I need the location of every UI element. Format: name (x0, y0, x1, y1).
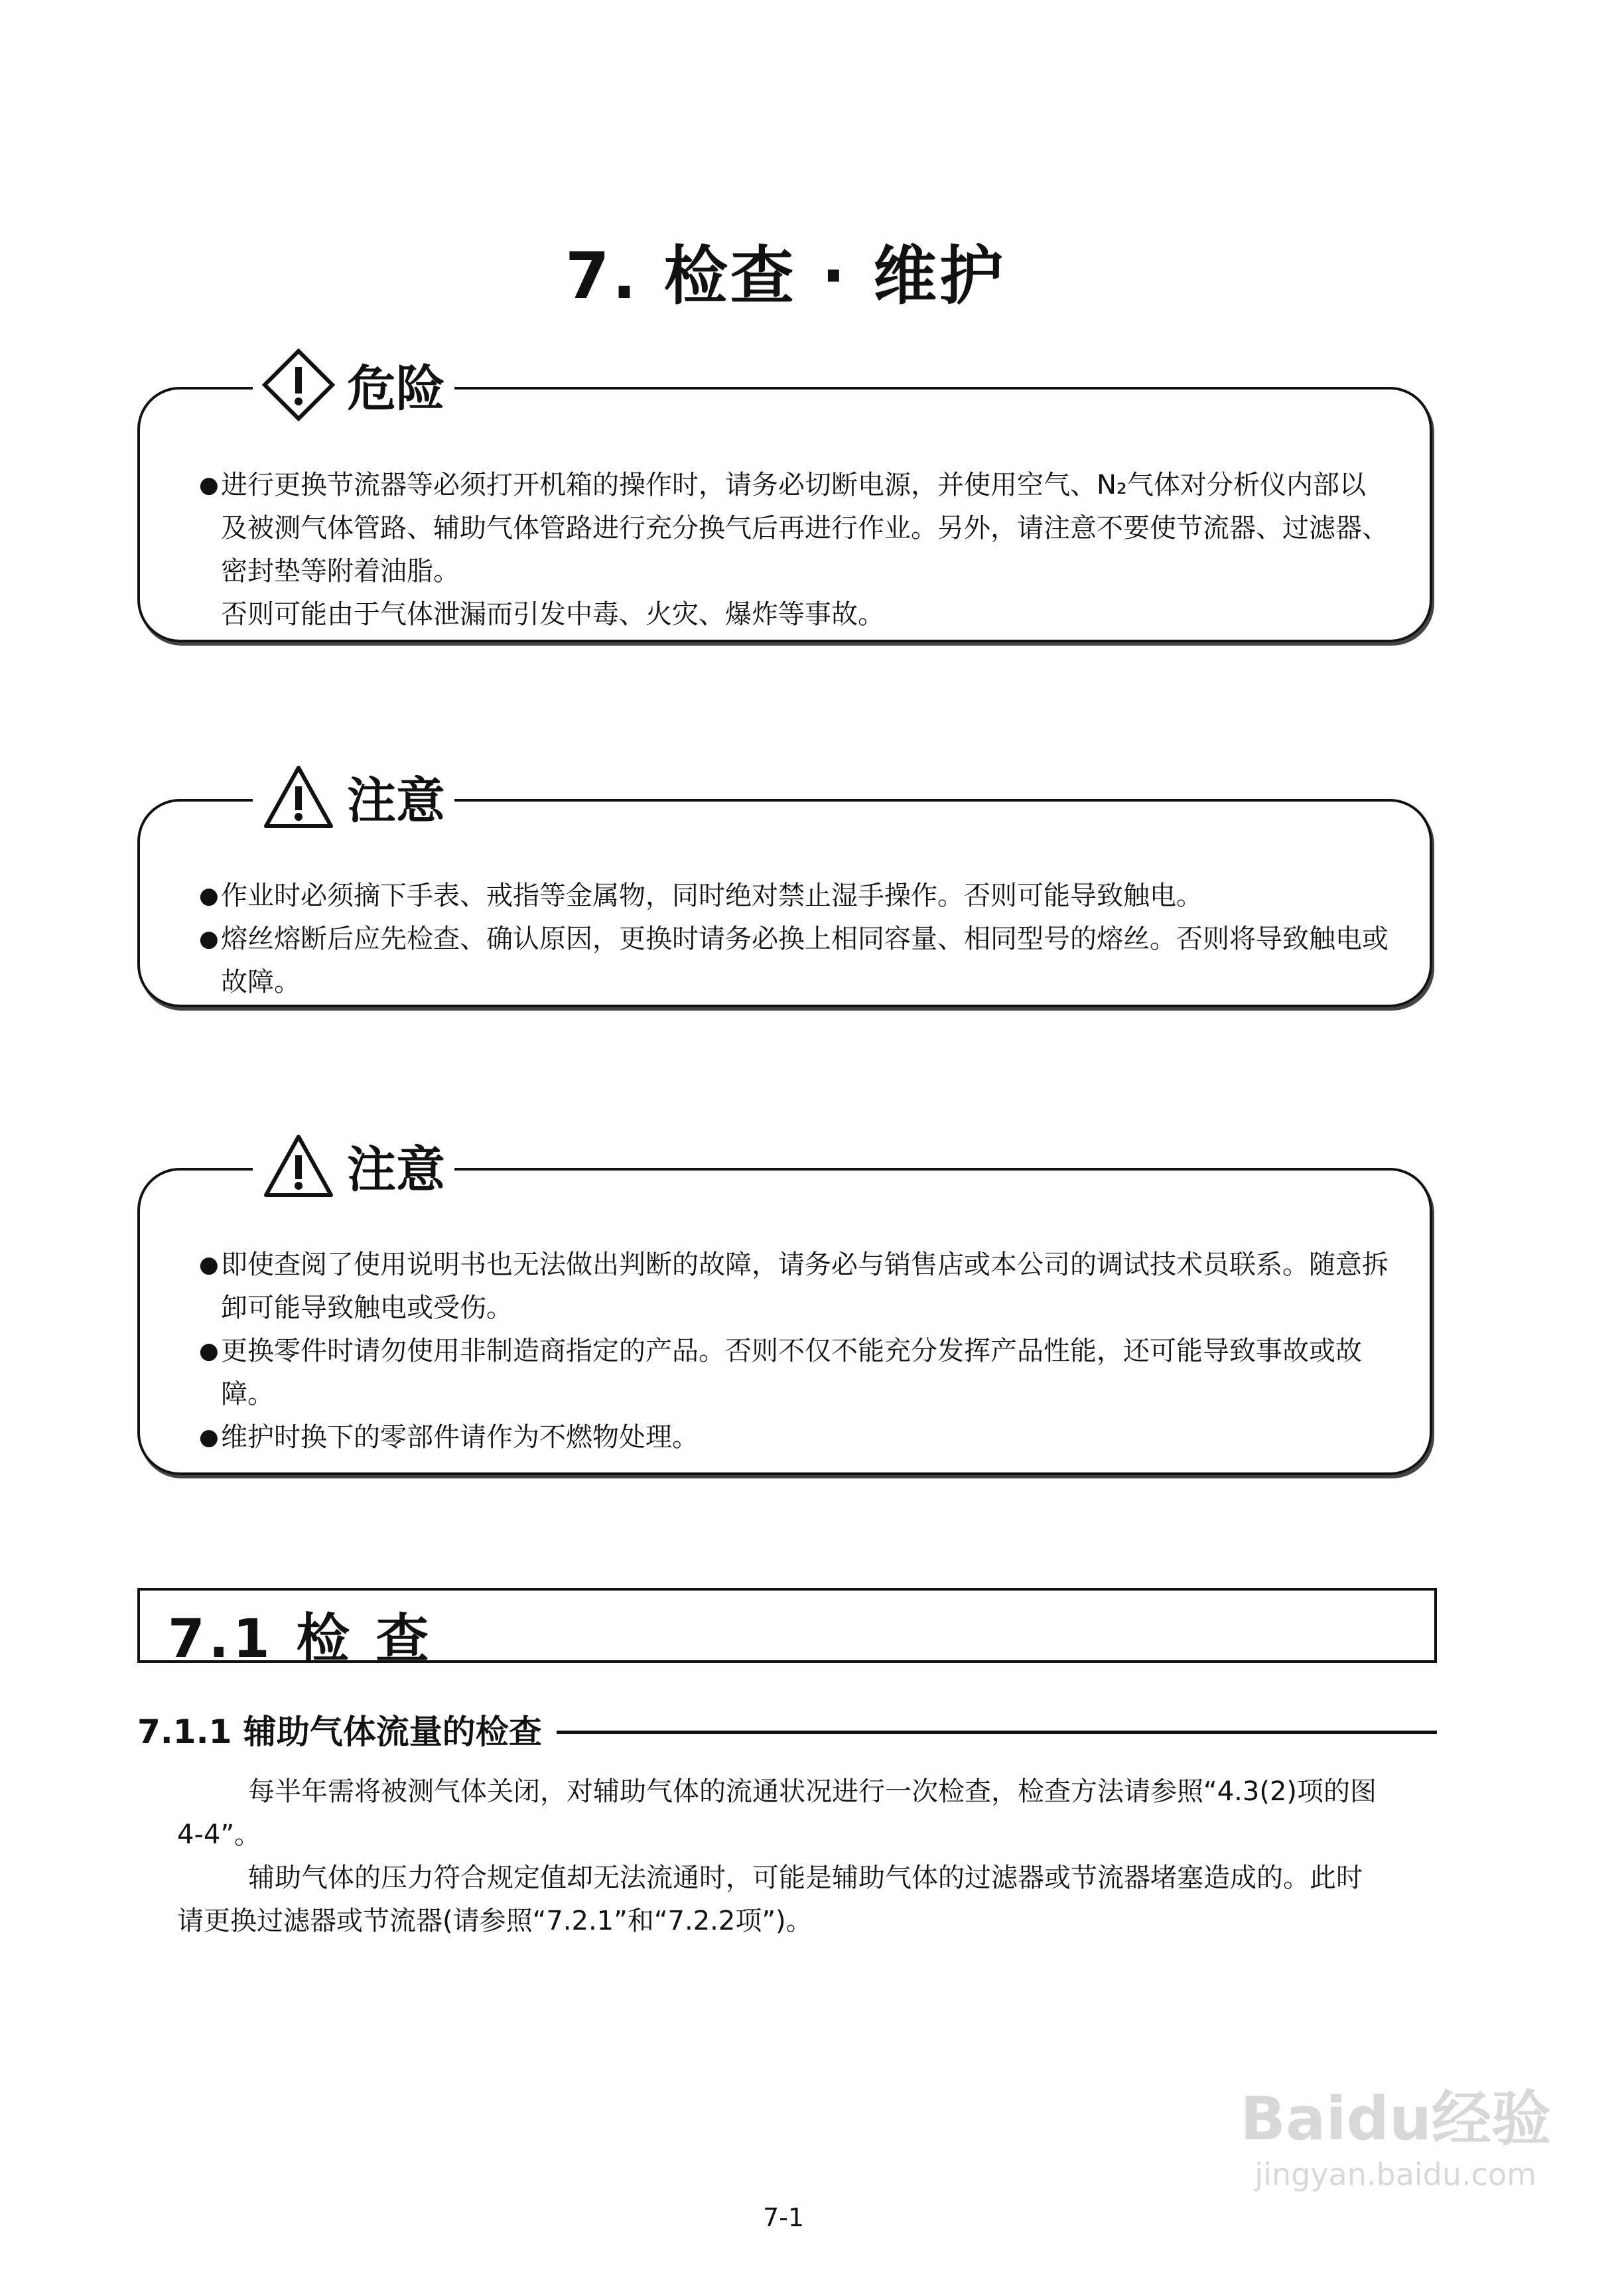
caution-item: ● 作业时必须摘下手表、戒指等金属物，同时绝对禁止湿手操作。否则可能导致触电。 (199, 875, 1390, 918)
caution-item: ● 维护时换下的零部件请作为不燃物处理。 (199, 1416, 1390, 1459)
section-heading: 7.1 检 查 (168, 1608, 433, 1670)
caution-item: ● 更换零件时请勿使用非制造商指定的产品。否则不仅不能充分发挥产品性能，还可能导致事故或故障。 (199, 1330, 1390, 1416)
watermark (1240, 2070, 1551, 2192)
caution-header (253, 760, 454, 833)
page-title: 7. 检查 · 维护 (565, 239, 1006, 313)
warning-triangle-icon (262, 764, 335, 830)
danger-item: 否则可能由于气体泄漏而引发中毒、火灾、爆炸等事故。 (221, 599, 884, 630)
heading-rule (557, 1731, 1437, 1734)
page-number: 7-1 (763, 2203, 805, 2232)
danger-box (137, 360, 1432, 642)
paragraph: 每半年需将被测气体关闭，对辅助气体的流通状况进行一次检查，检查方法请参照“4.3(2)项的图4-4”。 (177, 1776, 1377, 1850)
section-heading-box (137, 1588, 1437, 1670)
watermark-url: jingyan.baidu.com (1254, 2157, 1536, 2192)
danger-header (253, 348, 454, 421)
watermark-brand: Baidu经验 (1240, 2084, 1551, 2154)
danger-item: ● 进行更换节流器等必须打开机箱的操作时，请务必切断电源，并使用空气、N₂气体对分析仪内部以及被测气体管路、辅助气体管路进行充分换气后再进行作业。另外，请注意不要使节流器、过滤器、密封垫等附着油脂。 (199, 464, 1390, 593)
danger-label: 危险 (347, 360, 445, 417)
exclamation-diamond-icon (262, 348, 335, 421)
subsection-heading (137, 1705, 1437, 1753)
subsection-title: 7.1.1 辅助气体流量的检查 (137, 1713, 542, 1751)
caution-item: ● 即使查阅了使用说明书也无法做出判断的故障，请务必与销售店或本公司的调试技术员联系。随意拆卸可能导致触电或受伤。 (199, 1244, 1390, 1330)
paragraph: 辅助气体的压力符合规定值却无法流通时，可能是辅助气体的过滤器或节流器堵塞造成的。此时请更换过滤器或节流器(请参照“7.2.1”和“7.2.2项”)。 (177, 1863, 1363, 1936)
caution-label: 注意 (347, 1141, 445, 1198)
caution-item: ● 熔丝熔断后应先检查、确认原因，更换时请务必换上相同容量、相同型号的熔丝。否则将导致触电或故障。 (199, 918, 1390, 1004)
warning-triangle-icon (262, 1133, 335, 1199)
caution-header (253, 1129, 454, 1202)
caution-box (137, 772, 1432, 1007)
caution-label: 注意 (347, 772, 445, 829)
caution-box (137, 1141, 1432, 1475)
